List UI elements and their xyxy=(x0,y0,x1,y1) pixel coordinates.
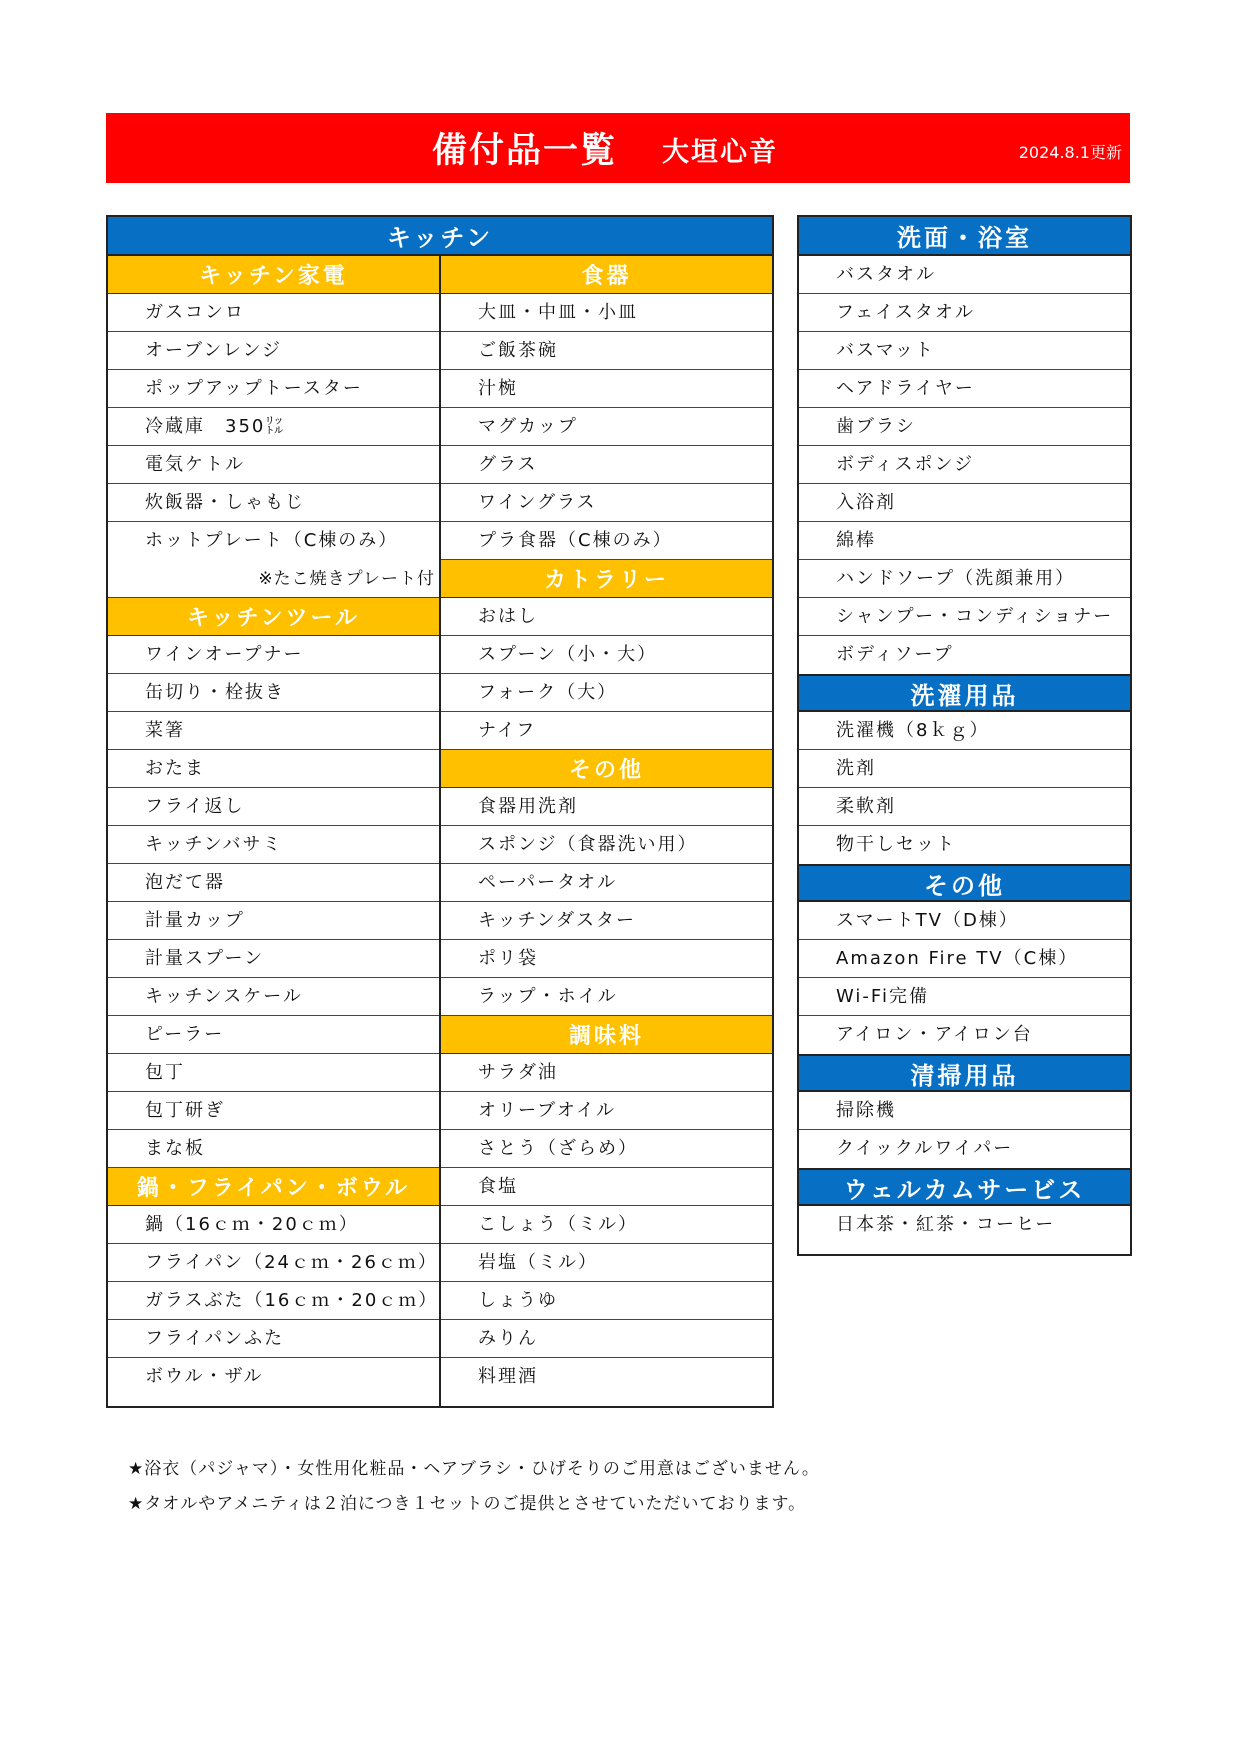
list-item: サラダ油 xyxy=(441,1054,772,1092)
list-item: 大皿・中皿・小皿 xyxy=(441,294,772,332)
list-item: シャンプー・コンディショナー xyxy=(799,598,1130,636)
list-item: 冷蔵庫 350㍑ xyxy=(108,408,439,446)
list-item: 計量カップ xyxy=(108,902,439,940)
amenities-table xyxy=(797,215,1132,1256)
list-item: 食器用洗剤 xyxy=(441,788,772,826)
list-item: フォーク（大） xyxy=(441,674,772,712)
list-item: ポップアップトースター xyxy=(108,370,439,408)
list-item: スポンジ（食器洗い用） xyxy=(441,826,772,864)
seasoning-header: 調味料 xyxy=(441,1016,772,1054)
list-item: 包丁 xyxy=(108,1054,439,1092)
list-item: 泡だて器 xyxy=(108,864,439,902)
list-item: キッチンスケール xyxy=(108,978,439,1016)
list-item: アイロン・アイロン台 xyxy=(836,1024,1033,1045)
kitchen-header: キッチン xyxy=(108,217,772,256)
list-item: バスマット xyxy=(799,332,1130,370)
list-item: ガラスぶた（16ｃｍ・20ｃｍ） xyxy=(108,1282,439,1320)
list-item: ワインオープナー xyxy=(108,636,439,674)
list-item: ラップ・ホイル xyxy=(441,978,772,1016)
title-banner xyxy=(106,113,1130,183)
list-item: フライパンふた xyxy=(108,1320,439,1358)
list-item: 炊飯器・しゃもじ xyxy=(108,484,439,522)
list-item: 汁椀 xyxy=(441,370,772,408)
list-item: Wi-Fi完備 xyxy=(799,978,1130,1016)
list-item: マグカップ xyxy=(441,408,772,446)
list-item: 食塩 xyxy=(441,1168,772,1206)
list-item: ナイフ xyxy=(441,712,772,750)
pans-header: 鍋・フライパン・ボウル xyxy=(108,1168,439,1206)
footnote: ★浴衣（パジャマ）・女性用化粧品・ヘアブラシ・ひげそりのご用意はございません。 xyxy=(128,1459,820,1479)
list-item: 掃除機 xyxy=(799,1092,1130,1130)
list-item: クイックルワイパー xyxy=(836,1138,1014,1159)
list-item: 計量スプーン xyxy=(108,940,439,978)
laundry-header: 洗濯用品 xyxy=(799,674,1130,712)
list-item: 岩塩（ミル） xyxy=(441,1244,772,1282)
footnotes xyxy=(128,1452,820,1522)
list-item: ボディソープ xyxy=(836,644,954,665)
appliance-note: ※たこ焼きプレート付 xyxy=(108,560,439,598)
list-item: ポリ袋 xyxy=(441,940,772,978)
list-item: オーブンレンジ xyxy=(108,332,439,370)
tableware-header: 食器 xyxy=(441,256,772,294)
cutlery-header: カトラリー xyxy=(441,560,772,598)
list-item: ボウル・ザル xyxy=(145,1366,264,1387)
list-item: スマートTV（D棟） xyxy=(799,902,1130,940)
list-item: ワイングラス xyxy=(441,484,772,522)
list-item: 日本茶・紅茶・コーヒー xyxy=(836,1214,1056,1235)
list-item: プラ食器（C棟のみ） xyxy=(441,522,772,560)
kitchen-others-header: その他 xyxy=(441,750,772,788)
list-item: ハンドソープ（洗顔兼用） xyxy=(799,560,1130,598)
list-item: ガスコンロ xyxy=(108,294,439,332)
list-item: 鍋（16ｃｍ・20ｃｍ） xyxy=(108,1206,439,1244)
list-item: こしょう（ミル） xyxy=(441,1206,772,1244)
list-item: 柔軟剤 xyxy=(799,788,1130,826)
list-item: 包丁研ぎ xyxy=(108,1092,439,1130)
list-item: スプーン（小・大） xyxy=(441,636,772,674)
facility-name: 大垣心音 xyxy=(662,137,778,168)
list-item: 缶切り・栓抜き xyxy=(108,674,439,712)
list-item: バスタオル xyxy=(799,256,1130,294)
list-item: ペーパータオル xyxy=(441,864,772,902)
list-item: みりん xyxy=(441,1320,772,1358)
updated-date: 2024.8.1更新 xyxy=(1018,143,1122,162)
list-item: ピーラー xyxy=(108,1016,439,1054)
kitchen-table xyxy=(106,215,774,1408)
list-item: キッチンダスター xyxy=(441,902,772,940)
list-item: 洗濯機（8ｋｇ） xyxy=(799,712,1130,750)
welcome-header: ウェルカムサービス xyxy=(799,1168,1130,1206)
footnote: ★タオルやアメニティは２泊につき１セットのご提供とさせていただいております。 xyxy=(128,1494,807,1514)
list-item: 菜箸 xyxy=(108,712,439,750)
list-item: キッチンバサミ xyxy=(108,826,439,864)
list-item: 歯ブラシ xyxy=(799,408,1130,446)
list-item: オリーブオイル xyxy=(441,1092,772,1130)
page-title: 備付品一覧 xyxy=(432,131,618,171)
list-item: 綿棒 xyxy=(799,522,1130,560)
bath-header: 洗面・浴室 xyxy=(799,217,1130,256)
list-item: 料理酒 xyxy=(478,1366,538,1387)
list-item: おたま xyxy=(108,750,439,788)
tools-header: キッチンツール xyxy=(108,598,439,636)
cleaning-header: 清掃用品 xyxy=(799,1054,1130,1092)
list-item: さとう（ざらめ） xyxy=(441,1130,772,1168)
list-item: ボディスポンジ xyxy=(799,446,1130,484)
list-item: 電気ケトル xyxy=(108,446,439,484)
list-item: しょうゆ xyxy=(441,1282,772,1320)
list-item: ご飯茶碗 xyxy=(441,332,772,370)
list-item: 入浴剤 xyxy=(799,484,1130,522)
list-item: グラス xyxy=(441,446,772,484)
list-item: まな板 xyxy=(108,1130,439,1168)
list-item: フライ返し xyxy=(108,788,439,826)
list-item: フライパン（24ｃｍ・26ｃｍ） xyxy=(108,1244,439,1282)
list-item: 物干しセット xyxy=(836,834,956,855)
list-item: フェイスタオル xyxy=(799,294,1130,332)
list-item: Amazon Fire TV（C棟） xyxy=(799,940,1130,978)
list-item: ホットプレート（C棟のみ） xyxy=(145,530,399,551)
list-item: 洗剤 xyxy=(799,750,1130,788)
list-item: おはし xyxy=(441,598,772,636)
list-item: ヘアドライヤー xyxy=(799,370,1130,408)
appliances-header: キッチン家電 xyxy=(108,256,439,294)
other-header: その他 xyxy=(799,864,1130,902)
